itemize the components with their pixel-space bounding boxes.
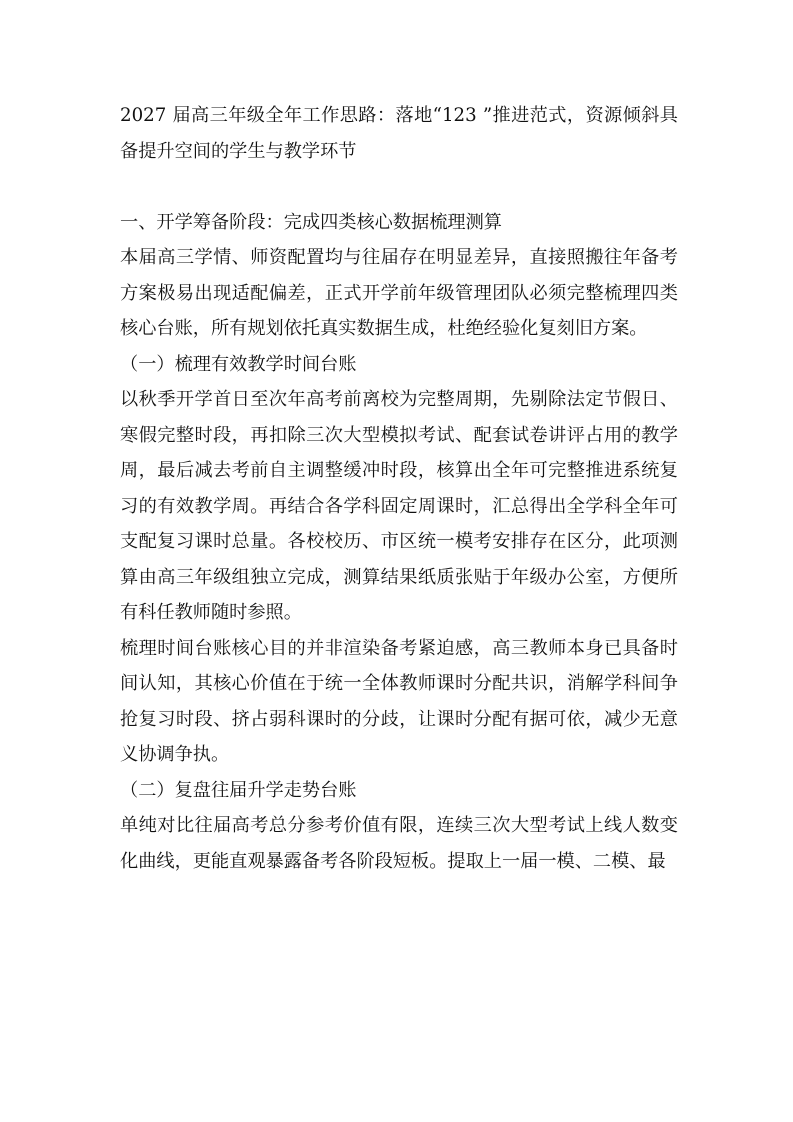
subsection-heading: （二）复盘往届升学走势台账 — [120, 779, 357, 801]
document-body — [120, 98, 678, 879]
paragraph: 本届高三学情、师资配置均与往届存在明显差异，直接照搬往年备考方案极易出现适配偏差，正式开学前年级管理团队必须完整梳理四类核心台账，所有规划依托真实数据生成，杜绝经验化复刻旧方案。 — [120, 247, 678, 339]
subsection-heading: （一）梳理有效教学时间台账 — [120, 353, 357, 375]
paragraph: 单纯对比往届高考总分参考价值有限，连续三次大型考试上线人数变化曲线，更能直观暴露备考各阶段短板。提取上一届一模、二模、最 — [120, 815, 678, 872]
paragraph: 梳理时间台账核心目的并非渲染备考紧迫感，高三教师本身已具备时间认知，其核心价值在于统一全体教师课时分配共识，消解学科间争抢复习时段、挤占弱科课时的分歧，让课时分配有据可依，减少无意义协调争执。 — [120, 637, 678, 765]
document-title: 2027 届高三年级全年工作思路：落地“123 ”推进范式，资源倾斜具备提升空间的学生与教学环节 — [120, 105, 678, 162]
section-heading: 一、开学筹备阶段：完成四类核心数据梳理测算 — [120, 211, 502, 233]
paragraph: 以秋季开学首日至次年高考前离校为完整周期，先剔除法定节假日、寒假完整时段，再扣除三次大型模拟考试、配套试卷讲评占用的教学周，最后减去考前自主调整缓冲时段，核算出全年可完整推进系统复习的有效教学周。再结合各学科固定周课时，汇总得出全学科全年可支配复习课时总量。各校校历、市区统一模考安排存在区分，此项测算由高三年级组独立完成，测算结果纸质张贴于年级办公室，方便所有科任教师随时参照。 — [120, 389, 678, 623]
